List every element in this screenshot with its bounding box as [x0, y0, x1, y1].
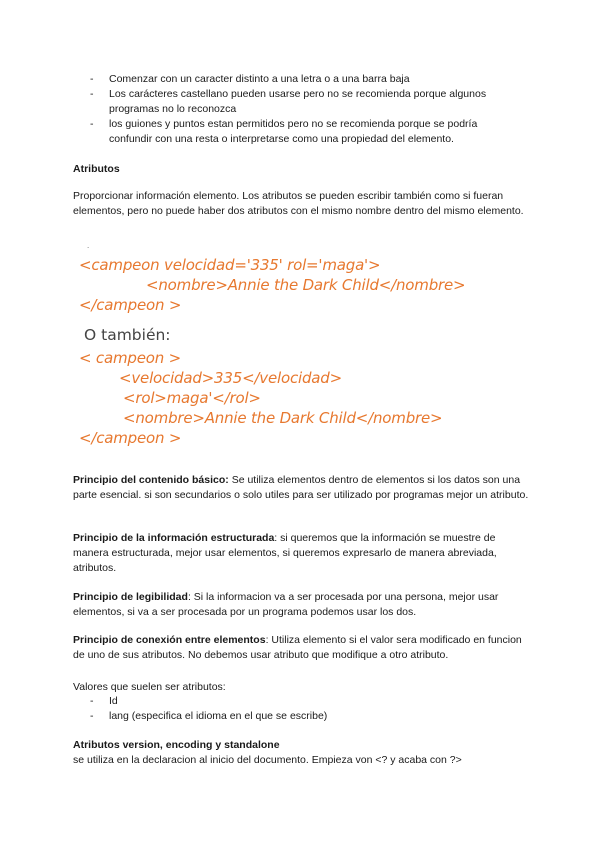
- list-item: [90, 117, 520, 147]
- section-heading-version: Atributos version, encoding y standalone: [73, 739, 280, 751]
- code-line: <nombre>Annie the Dark Child</nombre>: [123, 409, 443, 427]
- principle-paragraph: [73, 633, 533, 663]
- bullet-dash: -: [90, 118, 94, 130]
- principle-paragraph: [73, 590, 533, 620]
- code-line: <rol>maga'</rol>: [123, 389, 261, 407]
- code-line: </campeon >: [79, 429, 182, 447]
- principle-title: Principio de la información estructurada: [73, 532, 275, 544]
- principle-text: : Si la informacion va a ser procesada por una persona, mejor usar elementos, si va a ser procesada por un programa podemos usar los dos.: [73, 591, 499, 618]
- principle-title: Principio de conexión entre elementos: [73, 634, 266, 646]
- bullet-dash: -: [90, 73, 94, 85]
- code-line: < campeon >: [79, 349, 181, 367]
- principle-text: : si queremos que la información se muestre de manera estructurada, mejor usar elementos, si queremos expresarlo de manera abreviada, atributos.: [73, 532, 497, 574]
- list-item-text: Comenzar con un caracter distinto a una letra o a una barra baja: [109, 73, 410, 85]
- principle-paragraph: [73, 531, 533, 576]
- list-item-text: Id: [109, 695, 118, 707]
- list-item: [90, 694, 520, 709]
- atributos-paragraph: Proporcionar información elemento. Los atributos se pueden escribir también como si fueran elementos, pero no puede haber dos atributos con el mismo nombre dentro del mismo elemento.: [73, 190, 524, 217]
- code-line: <velocidad>335</velocidad>: [119, 369, 342, 387]
- principle-title: Principio de legibilidad: [73, 591, 188, 603]
- list-item: [90, 87, 520, 117]
- list-item-text: Los carácteres castellano pueden usarse pero no se recomienda porque algunos programas no lo reconozca: [109, 88, 487, 115]
- list-item-text: los guiones y puntos estan permitidos pero no se recomienda porque se podría confundir con una resta o interpretarse como una propiedad del elemento.: [109, 118, 478, 145]
- code-line: <campeon velocidad='335' rol='maga'>: [79, 256, 381, 274]
- image-dot: .: [87, 241, 90, 250]
- bullet-dash: -: [90, 88, 94, 100]
- code-line: </campeon >: [79, 296, 182, 314]
- principle-paragraph: [73, 473, 533, 503]
- code-line: <nombre>Annie the Dark Child</nombre>: [146, 276, 466, 294]
- bullet-dash: -: [90, 695, 94, 707]
- bullet-dash: -: [90, 710, 94, 722]
- principle-text: Se utiliza elementos dentro de elementos si los datos son una parte esencial. si son secundarios o solo utiles para ser utilizado por programas mejor un atributo.: [73, 474, 529, 501]
- principle-text: : Utiliza elemento si el valor sera modificado en funcion de uno de sus atributos. No debemos usar atributo que modifique a otro atributo.: [73, 634, 522, 661]
- values-intro: Valores que suelen ser atributos:: [73, 681, 226, 693]
- list-item: [90, 709, 520, 724]
- section-heading-atributos: Atributos: [73, 163, 120, 175]
- list-item: [90, 72, 520, 87]
- version-paragraph: se utiliza en la declaracion al inicio del documento. Empieza von <? y acaba con ?>: [73, 754, 462, 766]
- principle-title: Principio del contenido básico:: [73, 474, 229, 486]
- list-item-text: lang (especifica el idioma en el que se escribe): [109, 710, 328, 722]
- code-caption: O también:: [84, 326, 171, 344]
